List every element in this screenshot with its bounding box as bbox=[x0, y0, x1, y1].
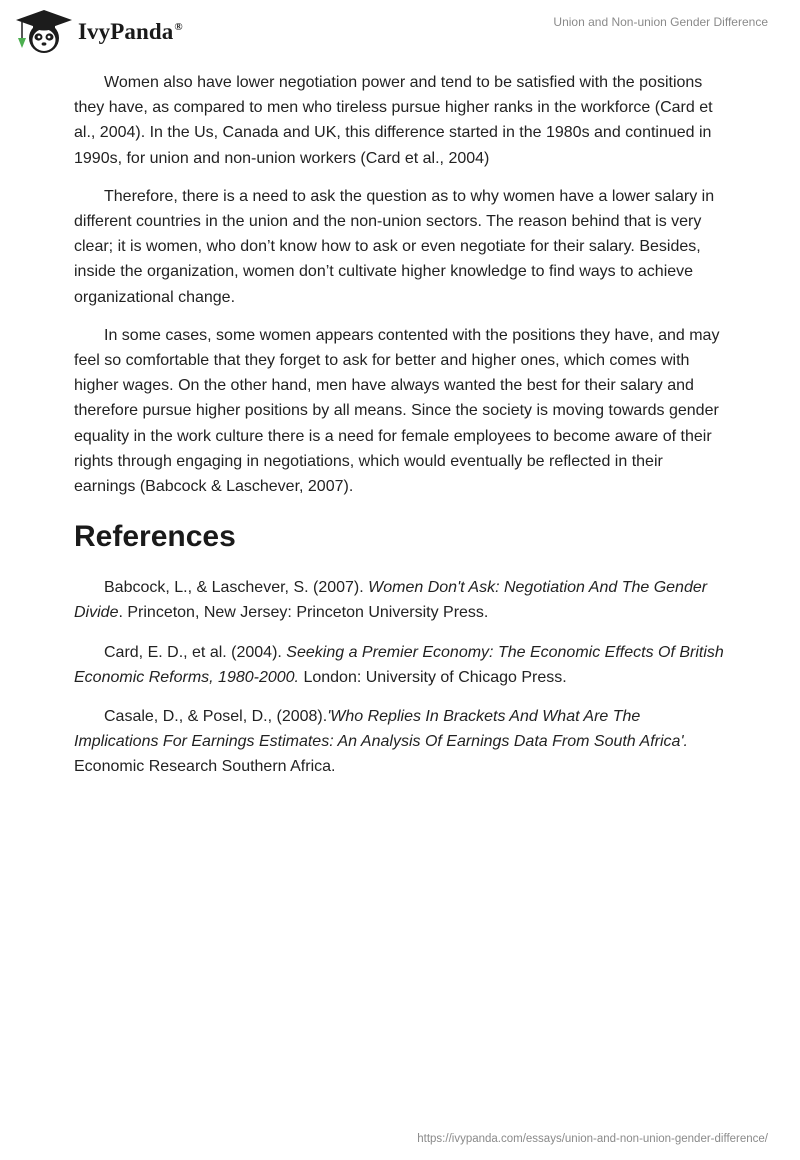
running-title: Union and Non-union Gender Difference bbox=[553, 15, 768, 29]
panda-graduation-cap-icon bbox=[14, 8, 74, 56]
source-url[interactable]: https://ivypanda.com/essays/union-and-non-union-gender-difference/ bbox=[417, 1133, 768, 1145]
reference-title: Women Don't Ask: Negotiation And The Gender Divide bbox=[74, 579, 708, 622]
reference-item: Casale, D., & Posel, D., (2008).'Who Replies In Brackets And What Are The Implications For Earnings Estimates: An Analysis Of Earnings Data From South Africa'. Economic Research Southern Africa. bbox=[74, 708, 688, 776]
brand-name: IvyPanda® bbox=[78, 19, 183, 44]
reference-item: Card, E. D., et al. (2004). Seeking a Premier Economy: The Economic Effects Of British Economic Reforms, 1980-2000. London: University of Chicago Press. bbox=[74, 643, 724, 686]
essay-content bbox=[74, 70, 724, 794]
reference-title: 'Who Replies In Brackets And What Are The Implications For Earnings Estimates: An Analysis Of Earnings Data From South Africa'. bbox=[74, 708, 688, 751]
body-paragraph: Therefore, there is a need to ask the question as to why women have a lower salary in different countries in the union and the non-union sectors. The reason behind that is very clear; it is women, who don’t know how to ask or even negotiate for their salary. Besides, inside the organization, women don’t cultivate higher knowledge to find ways to achieve organizational change. bbox=[74, 187, 715, 306]
references-heading: References bbox=[74, 520, 236, 554]
page-header bbox=[0, 0, 800, 64]
reference-title: Seeking a Premier Economy: The Economic Effects Of British Economic Reforms, 1980-2000. bbox=[74, 643, 724, 686]
ivypanda-logo[interactable] bbox=[14, 8, 183, 56]
body-paragraph: In some cases, some women appears contented with the positions they have, and may feel so comfortable that they forget to ask for better and higher ones, which comes with higher wages. On the other hand, men have always wanted the best for their salary and therefore pursue higher positions by all means. Since the society is moving towards gender equality in the work culture there is a need for female employees to become aware of their rights through engaging in negotiations, which would eventually be reflected in their earnings (Babcock & Laschever, 2007). bbox=[74, 326, 720, 496]
body-paragraph: Women also have lower negotiation power and tend to be satisfied with the positions they have, as compared to men who tireless pursue higher ranks in the workforce (Card et al., 2004). In the Us, Canada and UK, this difference started in the 1980s and continued in 1990s, for union and non-union workers (Card et al., 2004) bbox=[74, 74, 713, 167]
reference-item: Babcock, L., & Laschever, S. (2007). Women Don't Ask: Negotiation And The Gender Divide. Princeton, New Jersey: Princeton University Press. bbox=[74, 579, 708, 622]
